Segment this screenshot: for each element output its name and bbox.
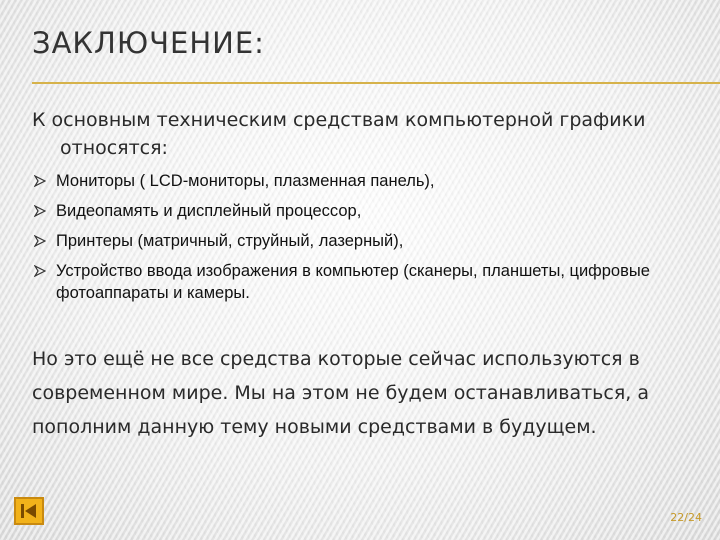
intro-line-2: относятся: xyxy=(60,137,168,159)
page-number: 22/24 xyxy=(670,511,702,524)
list-item xyxy=(34,260,674,304)
intro-paragraph xyxy=(32,106,692,162)
bullet-text: Устройство ввода изображения в компьютер (сканеры, планшеты, цифровые фотоаппараты и камеры. xyxy=(56,262,650,302)
bullet-text: Мониторы ( LCD-мониторы, плазменная панель), xyxy=(56,172,435,190)
arrow-bullet-icon xyxy=(34,265,46,277)
slide-title: ЗАКЛЮЧЕНИЕ: xyxy=(32,26,265,60)
arrow-bullet-icon xyxy=(34,205,46,217)
arrow-bullet-icon xyxy=(34,235,46,247)
skip-back-icon xyxy=(19,502,39,520)
bullet-text: Видеопамять и дисплейный процессор, xyxy=(56,202,362,220)
arrow-bullet-icon xyxy=(34,175,46,187)
title-divider xyxy=(32,82,720,84)
intro-line-1: К основным техническим средствам компьютерной графики xyxy=(32,109,646,131)
back-nav-button[interactable] xyxy=(14,497,44,525)
list-item xyxy=(34,200,674,222)
list-item xyxy=(34,170,674,192)
conclusion-paragraph: Но это ещё не все средства которые сейчас используются в современном мире. Мы на этом не будем останавливаться, а пополним данную тему новыми средствами в будущем. xyxy=(32,348,649,438)
bullet-list xyxy=(34,170,674,312)
bullet-text: Принтеры (матричный, струйный, лазерный), xyxy=(56,232,404,250)
list-item xyxy=(34,230,674,252)
